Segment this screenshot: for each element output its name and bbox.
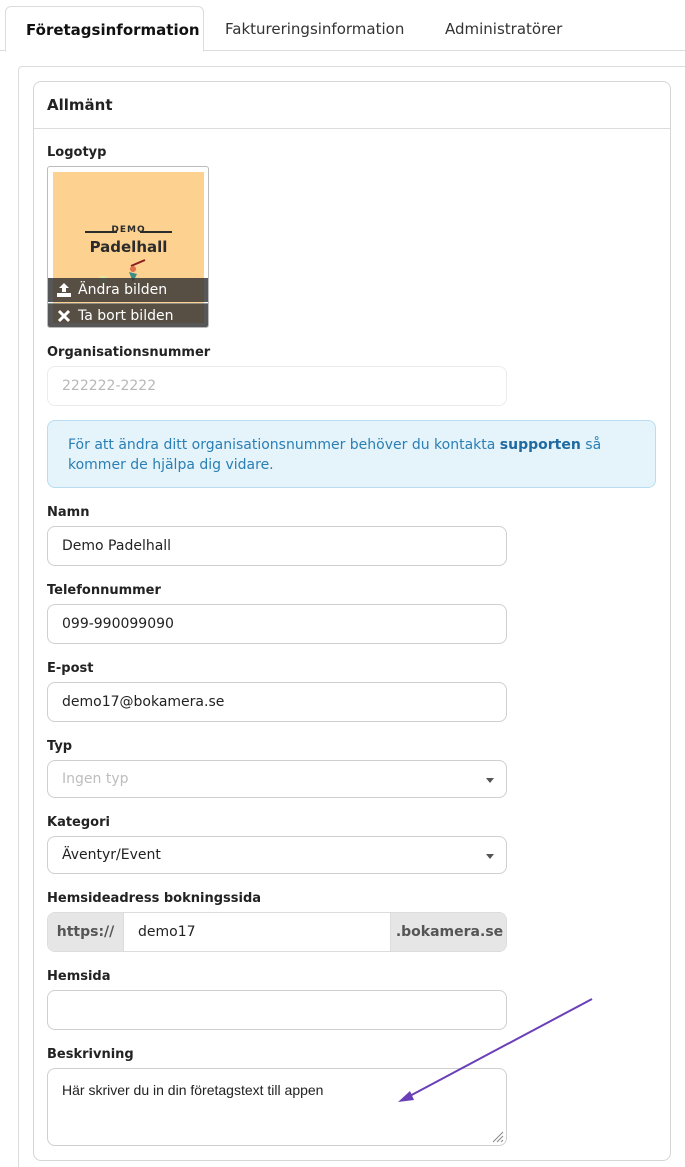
phone-label: Telefonnummer <box>47 583 161 598</box>
type-label: Typ <box>47 739 73 754</box>
logo-text-name: Padelhall <box>89 238 168 256</box>
org-number-field: 222222-2222 <box>47 366 507 406</box>
logo-text-demo: DEMO <box>111 225 146 235</box>
change-image-label: Ändra bilden <box>78 282 168 298</box>
logo-label: Logotyp <box>47 145 107 160</box>
description-text: Här skriver du in din företagstext till appen <box>62 1082 324 1098</box>
card-header <box>34 82 670 129</box>
remove-image-label: Ta bort bilden <box>78 308 174 324</box>
email-field[interactable]: demo17@bokamera.se <box>47 682 507 722</box>
tab-administrators[interactable]: Administratörer <box>445 20 563 38</box>
description-textarea[interactable] <box>47 1068 507 1146</box>
resize-grip-icon[interactable] <box>490 1129 504 1143</box>
logo-uploader[interactable] <box>47 166 209 328</box>
org-number-label: Organisationsnummer <box>47 345 211 360</box>
tab-bar <box>0 0 685 51</box>
booking-address-prefix: https:// <box>48 913 124 951</box>
name-field[interactable]: Demo Padelhall <box>47 526 507 566</box>
description-label: Beskrivning <box>47 1047 134 1062</box>
booking-address-field[interactable]: demo17 <box>124 913 390 951</box>
booking-address-suffix: .bokamera.se <box>390 913 507 951</box>
change-image-button[interactable] <box>48 278 208 302</box>
phone-field[interactable]: 099-990099090 <box>47 604 507 644</box>
section-title: Allmänt <box>47 96 113 114</box>
booking-address-group <box>47 912 507 952</box>
remove-image-button[interactable] <box>48 303 208 327</box>
tab-billing-info[interactable]: Faktureringsinformation <box>225 20 405 38</box>
type-select-placeholder: Ingen typ <box>62 771 129 787</box>
type-select[interactable] <box>47 760 507 798</box>
name-label: Namn <box>47 505 90 520</box>
info-text-start: För att ändra ditt organisationsnummer behöver du kontakta <box>68 437 500 453</box>
chevron-down-icon <box>486 854 494 859</box>
booking-address-label: Hemsideadress bokningssida <box>47 891 262 906</box>
category-label: Kategori <box>47 815 110 830</box>
tab-company-info[interactable]: Företagsinformation <box>5 6 204 52</box>
info-text-end: så kommer de hjälpa dig vidare. <box>68 437 602 473</box>
info-alert <box>47 420 656 488</box>
category-select[interactable] <box>47 836 507 874</box>
website-field[interactable] <box>47 990 507 1030</box>
close-icon <box>55 304 73 328</box>
category-select-value: Äventyr/Event <box>62 847 161 863</box>
upload-icon <box>55 278 73 302</box>
chevron-down-icon <box>486 778 494 783</box>
email-label: E-post <box>47 661 94 676</box>
support-link[interactable]: supporten <box>499 437 581 453</box>
website-label: Hemsida <box>47 969 111 984</box>
